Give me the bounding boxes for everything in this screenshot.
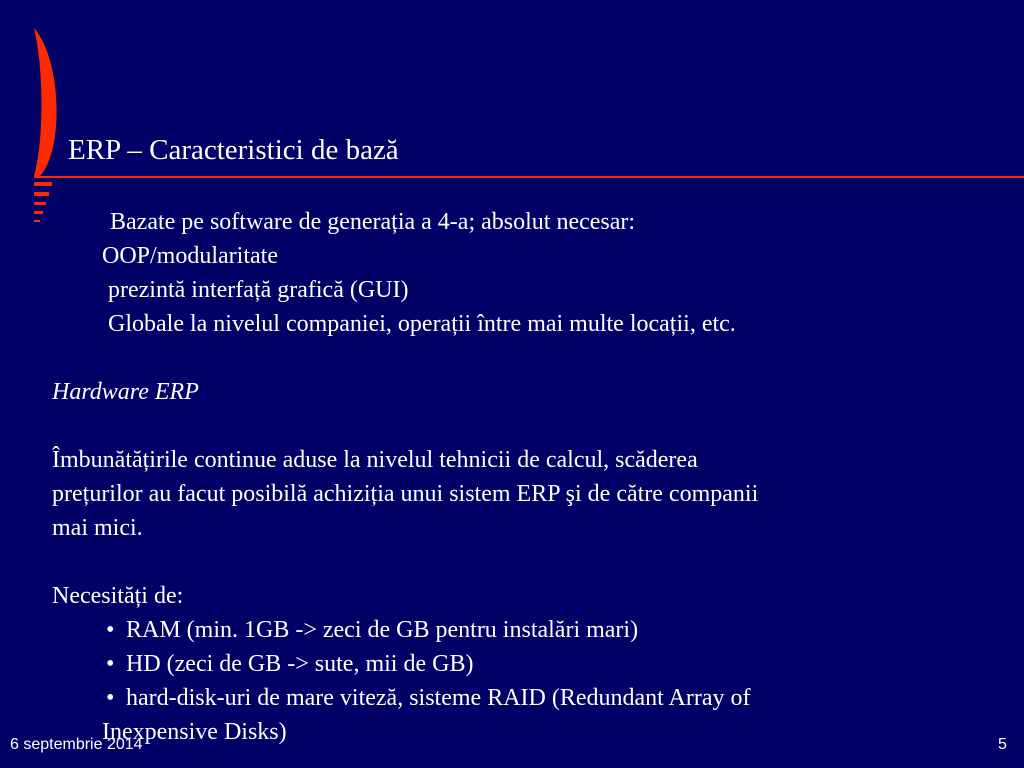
bullet-text: hard-disk-uri de mare viteză, sisteme RAID (Redundant Array of xyxy=(126,685,751,711)
bullet-item-raid xyxy=(106,681,750,715)
slide-title: ERP – Caracteristici de bază xyxy=(68,134,399,166)
title-underline xyxy=(34,176,1024,178)
intro-line-3: prezintă interfață grafică (GUI) xyxy=(108,277,409,303)
paragraph-line-2: prețurilor au facut posibilă achiziția unui sistem ERP şi de către companii xyxy=(52,481,759,507)
needs-heading: Necesități de: xyxy=(52,583,184,609)
bullet-icon: • xyxy=(106,617,115,643)
bullet-text: HD (zeci de GB -> sute, mii de GB) xyxy=(126,651,474,677)
bullet-icon: • xyxy=(106,685,115,711)
footer-page-number: 5 xyxy=(998,736,1007,753)
paragraph-line-3: mai mici. xyxy=(52,515,143,541)
bullet-icon: • xyxy=(106,651,115,677)
intro-line-1: Bazate pe software de generația a 4-a; absolut necesar: xyxy=(110,209,636,235)
footer-date: 6 septembrie 2014 xyxy=(10,736,143,753)
hardware-heading: Hardware ERP xyxy=(52,379,199,405)
bullet-item-ram xyxy=(106,613,638,647)
intro-line-2: OOP/modularitate xyxy=(102,243,278,269)
bullet-item-hd xyxy=(106,647,473,681)
bullet-text: RAM (min. 1GB -> zeci de GB pentru instalări mari) xyxy=(126,617,639,643)
bullet-continuation: Inexpensive Disks) xyxy=(102,719,287,745)
intro-line-4: Globale la nivelul companiei, operații între mai multe locații, etc. xyxy=(108,311,736,337)
decorative-red-swoosh xyxy=(0,0,120,260)
paragraph-line-1: Îmbunătățirile continue aduse la nivelul tehnicii de calcul, scăderea xyxy=(52,447,698,473)
